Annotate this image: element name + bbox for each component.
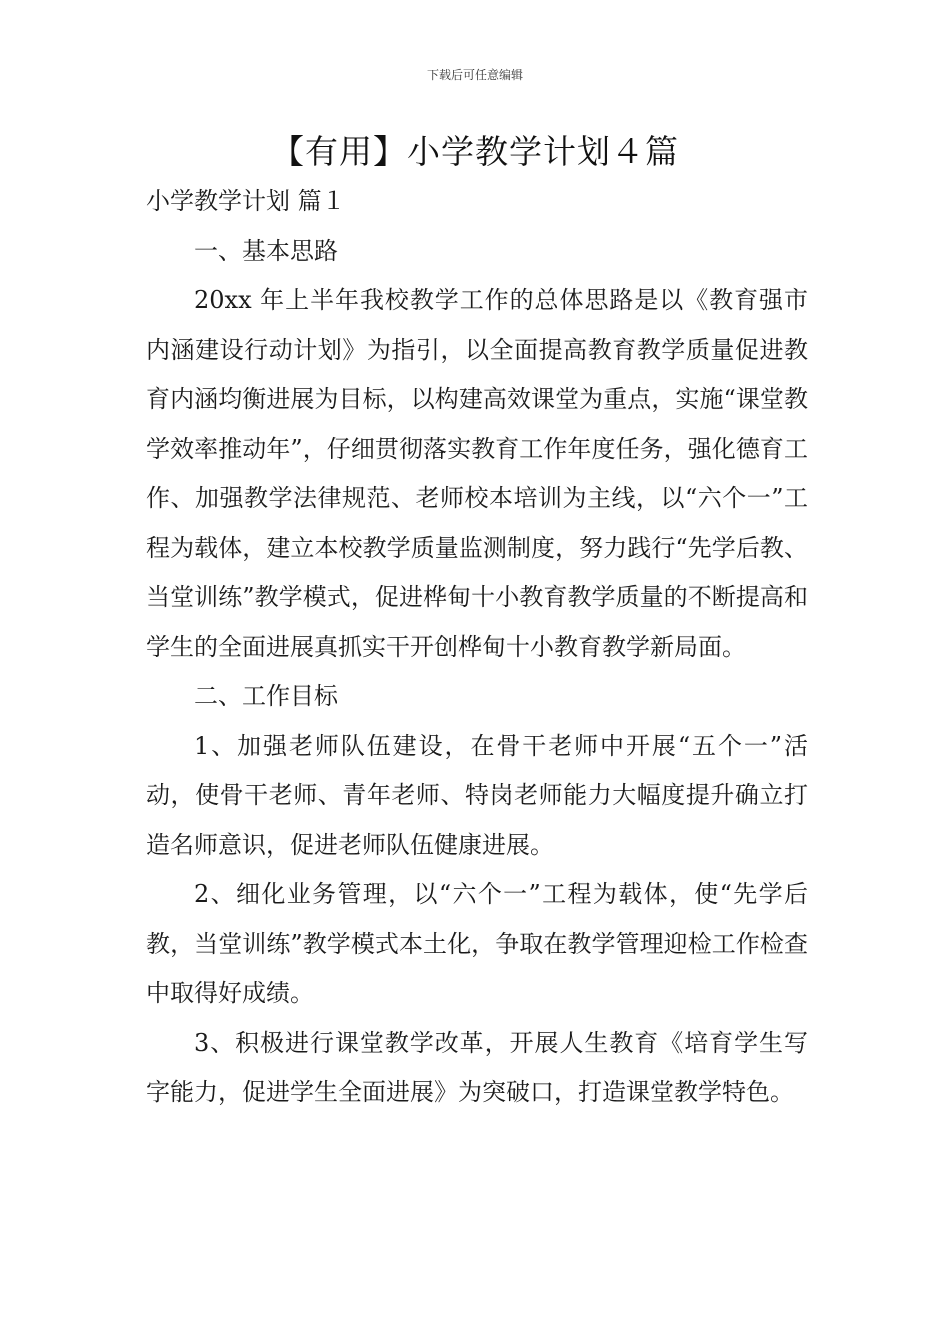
paragraph-goal-2: 2、细化业务管理，以“六个一”工程为载体，使“先学后教，当堂训练”教学模式本土化，争取在教学管理迎检工作检查中取得好成绩。 bbox=[146, 880, 808, 1007]
paragraph-goal-1: 1、加强老师队伍建设，在骨干老师中开展“五个一”活动，使骨干老师、青年老师、特岗老师能力大幅度提升确立打造名师意识，促进老师队伍健康进展。 bbox=[146, 731, 808, 859]
paragraph-basic-approach: 20xx 年上半年我校教学工作的总体思路是以《教育强市内涵建设行动计划》为指引，以全面提高教育教学质量促进教育内涵均衡进展为目标，以构建高效课堂为重点，实施“课堂教学效率推动年”，仔细贯彻落实教育工作年度任务，强化德育工作、加强教学法律规范、老师校本培训为主线，以“六个一”工程为载体，建立本校教学质量监测制度，努力践行“先学后教、当堂训练”教学模式，促进桦甸十小教育教学质量的不断提高和学生的全面进展真抓实干开创桦甸十小教育教学新局面。 bbox=[146, 286, 808, 661]
paragraph-goal-3: 3、积极进行课堂教学改革，开展人生教育《培育学生写字能力，促进学生全面进展》为突破口，打造课堂教学特色。 bbox=[146, 1028, 808, 1106]
section-heading: 小学教学计划 篇１ bbox=[146, 187, 346, 215]
document-body bbox=[146, 177, 808, 1118]
heading-basic-approach: 一、基本思路 bbox=[194, 236, 338, 265]
header-note: 下载后可任意编辑 bbox=[426, 68, 523, 82]
heading-work-goals: 二、工作目标 bbox=[194, 682, 338, 710]
document-title: 【有用】小学教学计划４篇 bbox=[271, 132, 679, 171]
